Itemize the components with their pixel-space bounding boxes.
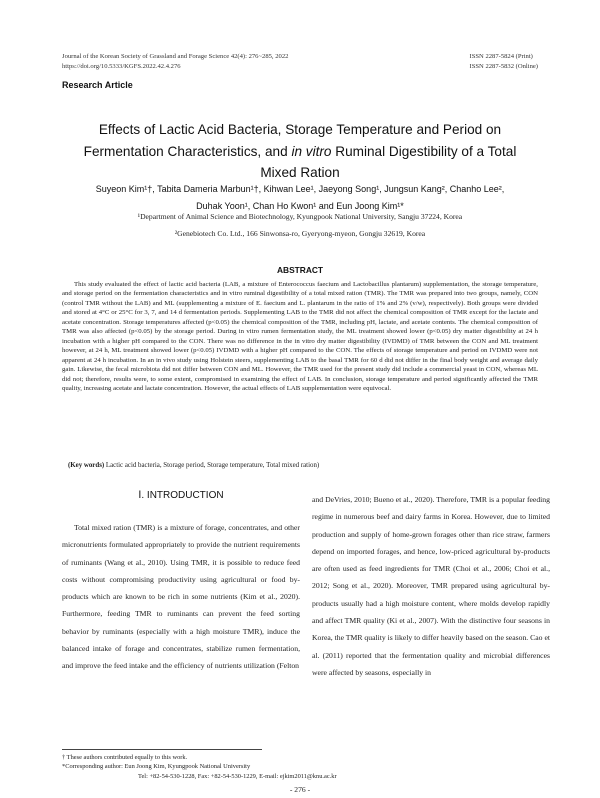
intro-column-right bbox=[312, 491, 550, 681]
intro-paragraph-right: and DeVries, 2010; Bueno et al., 2020). Therefore, TMR is a popular feeding regime in numerous beef and dairy farms in Korea. However, due to limited production and supply of home-grown forages other than rice straw, farmers depend on imported forages, and hence, low-priced agricultural by-products are often used as feed ingredients for TMR (Choi et al., 2006; Choi et al., 2012; Song et al., 2020). Moreover, TMR prepared using agricultural by-products usually had a high moisture content, where molds develop rapidly and affect TMR quality (Ki et al., 2007). With the distinctive four seasons in Korea, the TMR quality is likely to differ heavily based on the season. Cao et al. (2011) reported that the fermentation quality and microbial differences were affected by seasons, especially in bbox=[312, 495, 550, 677]
keywords bbox=[68, 462, 319, 469]
keywords-label: (Key words) bbox=[68, 462, 105, 469]
keywords-text: Lactic acid bacteria, Storage period, Storage temperature, Total mixed ration) bbox=[105, 462, 320, 469]
affiliation-1: ¹Department of Animal Science and Biotechnology, Kyungpook National University, Sangju 37224, Korea bbox=[137, 212, 463, 221]
footnotes bbox=[62, 753, 337, 781]
title-line-2-pre: Fermentation Characteristics, and bbox=[83, 143, 292, 159]
paper-title bbox=[40, 119, 560, 184]
issn-block bbox=[470, 52, 539, 71]
abstract-body bbox=[62, 280, 538, 393]
title-line-1: Effects of Lactic Acid Bacteria, Storage Temperature and Period on bbox=[98, 122, 502, 137]
title-line-2-post: Ruminal Digestibility of a Total bbox=[331, 143, 517, 159]
footnote-divider bbox=[62, 749, 262, 750]
title-line-2 bbox=[40, 141, 560, 163]
section-heading-introduction: Ⅰ. INTRODUCTION bbox=[138, 490, 224, 501]
page-number: - 276 - bbox=[289, 785, 311, 794]
intro-column-left bbox=[62, 519, 300, 675]
abstract-text: This study evaluated the effect of lactic acid bacteria (LAB, a mixture of Enterococcus faecium and Lactobacillus plantarum) supplementation, the storage temperature, and storage period on the fermentation characteristics and in vitro ruminal digestibility of a total mixed ration (TMR). The TMR was prepared into two groups, namely, CON (control TMR without the LAB) and ML (supplementing a mixture of E. faecium and L. plantarum in the ratio of 1% and 2% (v/w), respectively). Both groups were divided and stored at 4°C or 25°C for 3, 7, and 14 d fermentation periods. Supplementing LAB to the TMR did not affect the chemical composition of TMR except for the lactate and acetate concentration. Storage temperatures affected (p<0.05) the chemical composition of the TMR, including pH, lactate, and acetate contents. The chemical composition of TMR was also affected (p<0.05) by the storage period. During in vitro rumen fermentation study, the ML treatment showed lower (p<0.05) dry matter digestibility at 24 h incubation with a higher pH compared to the CON. There was no difference in the in vitro dry matter digestibility (IVDMD) of TMR between the CON and ML treatment however, at 24 h, ML treatment showed lower (p<0.05) IVDMD with a higher pH compared to the CON. The effects of storage temperature and period on IVDMD were not apparent at 24 h incubation. In an in vivo study using Holstein steers, supplementing LAB to the basal TMR for 60 d did not differ in the final body weight and average daily gain. Likewise, the fecal microbiota did not differ between CON and ML. However, the TMR used for the present study did include a commercial yeast in CON, whereas ML did not; therefore, results were, to some extent, compromised in examining the effect of LAB. In conclusion, storage temperature and period significantly affected the TMR quality, increasing acetate and lactate concentration. However, the actual effects of LAB supplementation were equivocal. bbox=[62, 281, 538, 392]
issn-online: ISSN 2287-5832 (Online) bbox=[469, 62, 538, 70]
doi-link[interactable]: https://doi.org/10.5333/KGFS.2022.42.4.276 bbox=[62, 62, 181, 70]
article-type: Research Article bbox=[62, 80, 133, 90]
affiliation-2: ²Genebiotech Co. Ltd., 166 Sinwonsa-ro, Gyeryong-myeon, Gongju 32619, Korea bbox=[174, 229, 426, 238]
authors-line-1: Suyeon Kim¹†, Tabita Dameria Marbun¹†, Kihwan Lee¹, Jaeyong Song¹, Jungsun Kang², Chanho Lee², bbox=[95, 184, 505, 194]
journal-header bbox=[62, 52, 288, 71]
journal-citation: Journal of the Korean Society of Grassland and Forage Science 42(4): 276~285, 2022 bbox=[62, 53, 289, 60]
intro-paragraph-left: Total mixed ration (TMR) is a mixture of forage, concentrates, and other micronutrients formulated appropriately to provide the nutrient requirements of ruminants (Wang et al., 2010). Using TMR, it is possible to reduce feed costs without compromising productivity using agricultural or food by-products which are known to be rich in some nutrients (Kim et al., 2020). Furthermore, feeding TMR to ruminants can prevent the feed sorting behavior by ruminants (especially with a high moisture TMR), induce the balanced intake of forage and concentrates, stabilize rumen fermentation, and improve the feed intake and the efficiency of nutrients utilization (Felton bbox=[62, 523, 300, 671]
author-list bbox=[40, 181, 560, 214]
abstract-heading: ABSTRACT bbox=[276, 265, 324, 275]
authors-line-2: Duhak Yoon¹, Chan Ho Kwon¹ and Eun Joong Kim¹* bbox=[196, 200, 404, 211]
title-line-3: Mixed Ration bbox=[260, 165, 340, 180]
title-italic: in vitro bbox=[291, 143, 332, 159]
footnote-corresponding: *Corresponding author: Eun Joong Kim, Kyungpook National University bbox=[62, 763, 251, 771]
footnote-equal-contribution: † These authors contributed equally to this work. bbox=[62, 754, 188, 761]
issn-print: ISSN 2287-5824 (Print) bbox=[469, 53, 533, 60]
footnote-contact: Tel: +82-54-530-1228, Fax: +82-54-530-1229, E-mail: ejkim2011@knu.ac.kr bbox=[138, 772, 337, 780]
